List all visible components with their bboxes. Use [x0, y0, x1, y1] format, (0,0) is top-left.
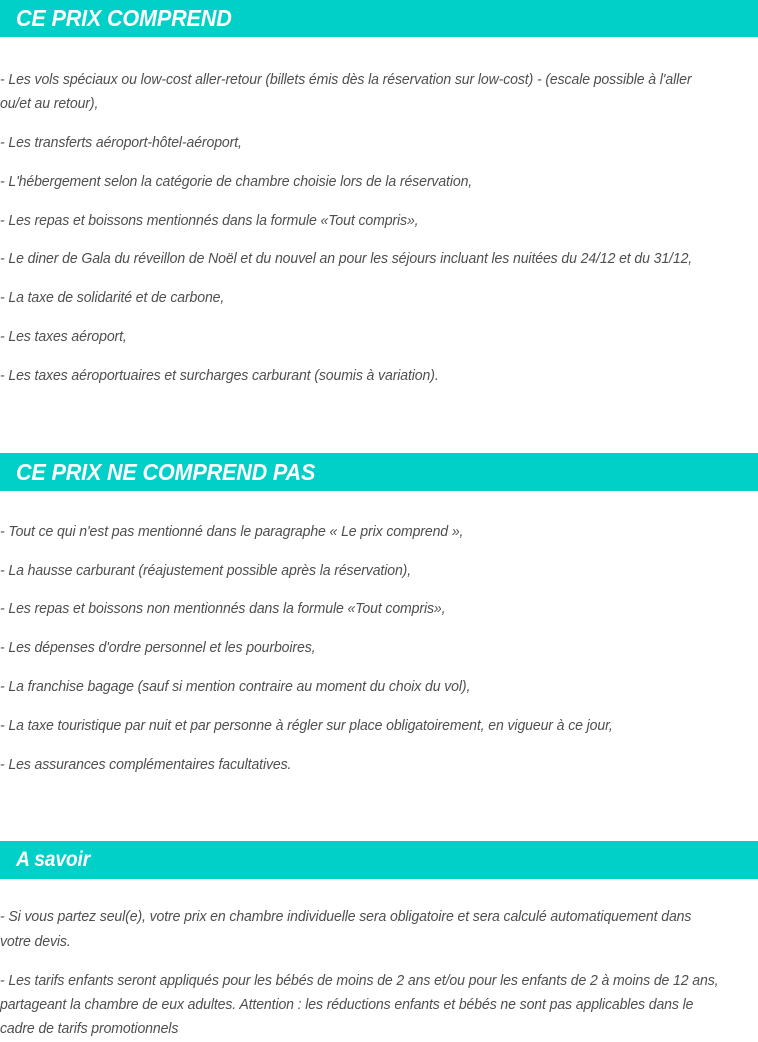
list-item: - Tout ce qui n'est pas mentionné dans le paragraphe « Le prix comprend », [0, 523, 464, 540]
section-header-ce-prix-ne-comprend-pas [0, 453, 758, 491]
list-item: - L'hébergement selon la catégorie de chambre choisie lors de la réservation, [0, 173, 473, 190]
section-body-ce-prix-comprend [0, 68, 758, 389]
section-title-ce-prix-comprend: CE PRIX COMPREND [16, 5, 232, 31]
list-item: - La taxe touristique par nuit et par personne à régler sur place obligatoirement, en vigueur à ce jour, [0, 718, 613, 735]
list-item: - Les repas et boissons mentionnés dans la formule «Tout compris», [0, 212, 419, 229]
list-item: - La taxe de solidarité et de carbone, [0, 290, 225, 307]
list-item: - Les repas et boissons non mentionnés dans la formule «Tout compris», [0, 601, 446, 618]
spacer [0, 792, 758, 841]
list-item: - Les dépenses d'ordre personnel et les pourboires, [0, 640, 316, 657]
list-item: - La hausse carburant (réajustement possible après la réservation), [0, 562, 412, 579]
list-item: - Les transferts aéroport-hôtel-aéroport, [0, 134, 242, 151]
spacer [0, 403, 758, 453]
spacer [0, 37, 758, 53]
section-body-a-savoir [0, 905, 758, 1041]
section-title-a-savoir: A savoir [16, 848, 91, 872]
section-title-ce-prix-ne-comprend-pas: CE PRIX NE COMPREND PAS [16, 458, 316, 485]
list-item: - Si vous partez seul(e), votre prix en chambre individuelle sera obligatoire et sera calculé automatiquement dans votre devis. [0, 909, 692, 950]
spacer [0, 491, 758, 505]
list-item: - Les taxes aéroportuaires et surcharges carburant (soumis à variation). [0, 368, 439, 385]
list-item: - Les vols spéciaux ou low-cost aller-retour (billets émis dès la réservation sur low-cost) - (escale possible à l'aller ou/et au retour), [0, 71, 692, 112]
section-header-a-savoir [0, 841, 758, 879]
list-item: - Le diner de Gala du réveillon de Noël et du nouvel an pour les séjours incluant les nuitées du 24/12 et du 31/12, [0, 251, 693, 268]
list-item: - Les assurances complémentaires facultatives. [0, 756, 292, 773]
section-body-ce-prix-ne-comprend-pas [0, 520, 758, 778]
spacer [0, 879, 758, 891]
list-item: - Les tarifs enfants seront appliqués pour les bébés de moins de 2 ans et/ou pour les enfants de 2 à moins de 12 ans, partageant la chambre de eux adultes. Attention : les réductions enfants et bébés ne sont pas applicables dans le cadre de tarifs promotionnels [0, 972, 719, 1038]
section-header-ce-prix-comprend [0, 0, 758, 37]
list-item: - Les taxes aéroport, [0, 329, 127, 346]
list-item: - La franchise bagage (sauf si mention contraire au moment du choix du vol), [0, 679, 471, 696]
